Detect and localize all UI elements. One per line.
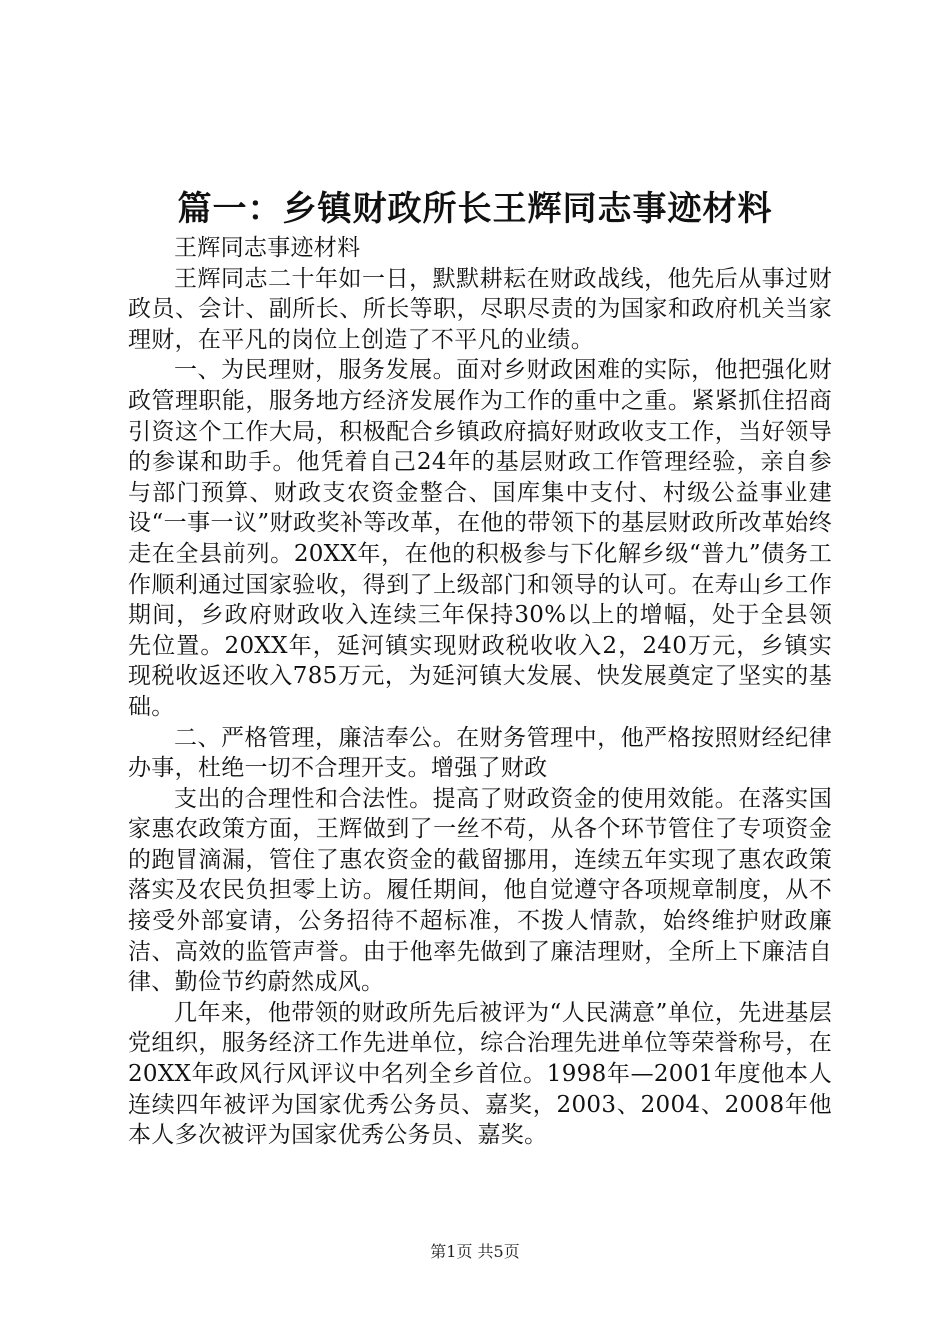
paragraph-honors: 几年来，他带领的财政所先后被评为“人民满意”单位，先进基层党组织，服务经济工作先进单位，综合治理先进单位等荣誉称号，在20XX年政风行风评议中名列全乡首位。1998年—2001年度他本人连续四年被评为国家优秀公务员、嘉奖，2003、2004、2008年他本人多次被评为国家优秀公务员、嘉奖。 xyxy=(128,999,832,1149)
paragraph-section-two: 二、严格管理，廉洁奉公。在财务管理中，他严格按照财经纪律办事，杜绝一切不合理开支。增强了财政 xyxy=(128,724,832,782)
document-body xyxy=(128,233,832,1151)
paragraph-section-one: 一、为民理财，服务发展。面对乡财政困难的实际，他把强化财政管理职能，服务地方经济发展作为工作的重中之重。紧紧抓住招商引资这个工作大局，积极配合乡镇政府搞好财政收支工作，当好领导的参谋和助手。他凭着自己24年的基层财政工作管理经验，亲自参与部门预算、财政支农资金整合、国库集中支付、村级公益事业建设“一事一议”财政奖补等改革，在他的带领下的基层财政所改革始终走在全县前列。20XX年，在他的积极参与下化解乡级“普九”债务工作顺利通过国家验收，得到了上级部门和领导的认可。在寿山乡工作期间，乡政府财政收入连续三年保持30%以上的增幅，处于全县领先位置。20XX年，延河镇实现财政税收收入2，240万元，乡镇实现税收返还收入785万元，为延河镇大发展、快发展奠定了坚实的基础。 xyxy=(128,357,832,720)
paragraph-section-two-continued: 支出的合理性和合法性。提高了财政资金的使用效能。在落实国家惠农政策方面，王辉做到了一丝不苟，从各个环节管住了专项资金的跑冒滴漏，管住了惠农资金的截留挪用，连续五年实现了惠农政策落实及农民负担零上访。履任期间，他自觉遵守各项规章制度，从不接受外部宴请，公务招待不超标准，不拨人情款，始终维护财政廉洁、高效的监管声誉。由于他率先做到了廉洁理财，全所上下廉洁自律、勤俭节约蔚然成风。 xyxy=(128,785,832,996)
paragraph-intro: 王辉同志二十年如一日，默默耕耘在财政战线，他先后从事过财政员、会计、副所长、所长等职，尽职尽责的为国家和政府机关当家理财，在平凡的岗位上创造了不平凡的业绩。 xyxy=(128,265,832,353)
paragraph-subtitle: 王辉同志事迹材料 xyxy=(174,235,361,261)
document-title: 篇一：乡镇财政所长王辉同志事迹材料 xyxy=(177,189,773,229)
page-indicator: 第1页 共5页 xyxy=(430,1242,520,1261)
